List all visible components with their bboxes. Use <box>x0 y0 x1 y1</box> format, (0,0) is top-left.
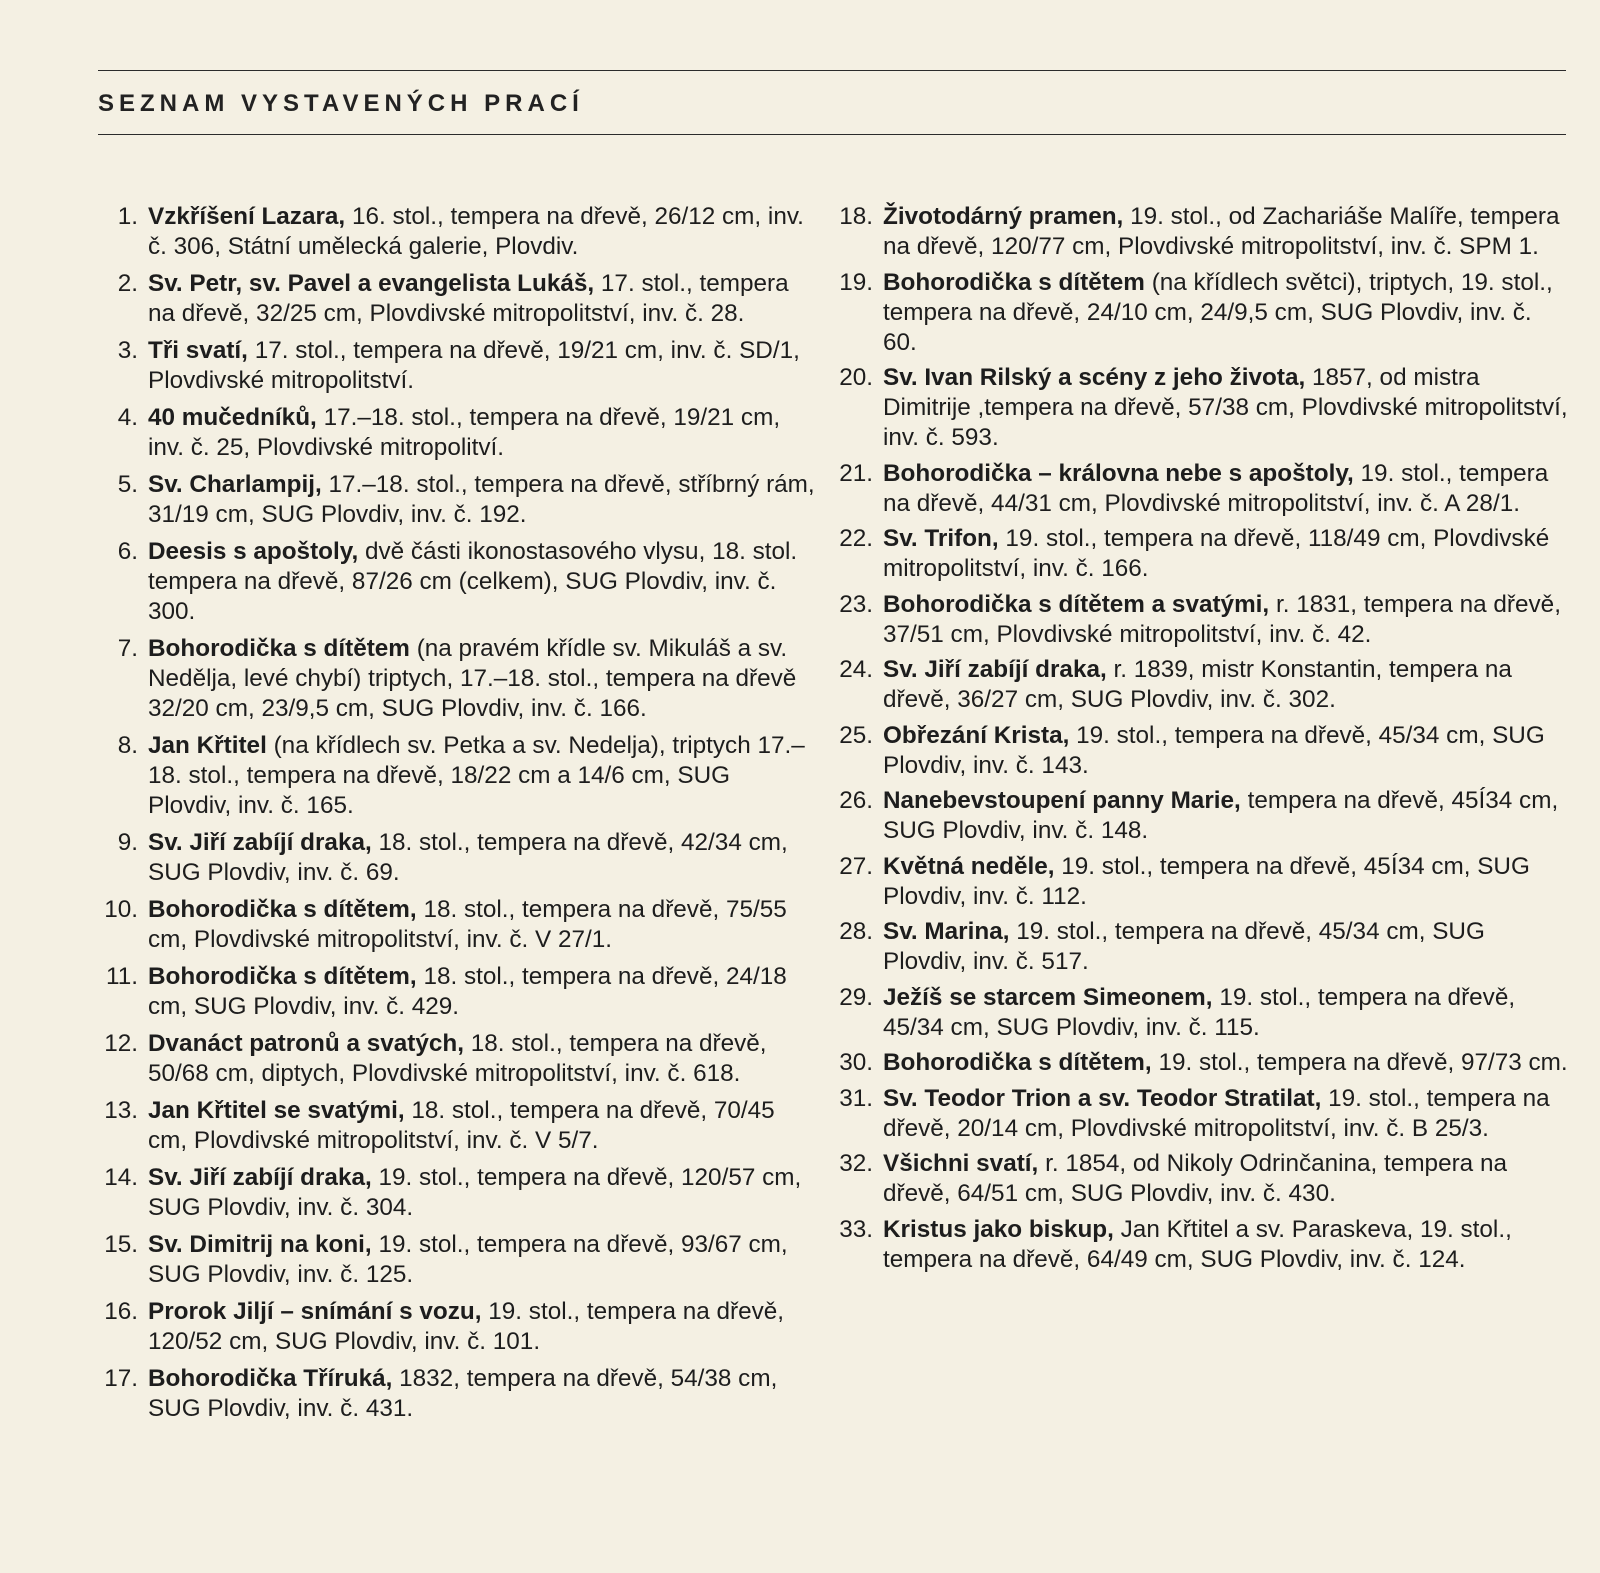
entry-title: Ježíš se starcem Simeonem, <box>883 983 1213 1011</box>
entry-details: r. 1839, mistr Konstantin, tempera na dřevě, 36/27 cm, SUG Plovdiv, inv. č. 302. <box>883 656 1512 713</box>
entry-title: Životodárný pramen, <box>883 203 1124 230</box>
left-column <box>98 202 818 1431</box>
entry-title: Sv. Marina, <box>883 918 1010 945</box>
entry-title: Jan Křtitel <box>148 732 267 759</box>
entry-title: Jan Křtitel se svatými, <box>148 1097 405 1124</box>
entry-title: Dvanáct patronů a svatých, <box>148 1030 464 1057</box>
entry-details: 19. stol., tempera na dřevě, 97/73 cm. <box>1158 1049 1568 1076</box>
catalog-entry <box>98 731 818 821</box>
entry-text <box>148 202 818 262</box>
entry-text <box>148 1364 818 1424</box>
entry-details: 1857, od mistra Dimitrije ,tempera na dřevě, 57/38 cm, Plovdivské mitropolitství, inv. č. 593. <box>883 364 1568 451</box>
entry-number: 11. <box>106 963 138 990</box>
entry-title: Vzkříšení Lazara, <box>148 203 346 230</box>
entry-number: 2. <box>117 270 138 297</box>
entry-text <box>883 268 1571 358</box>
catalog-entry <box>835 655 1571 715</box>
entry-text <box>148 336 818 396</box>
catalog-entry <box>98 336 818 396</box>
catalog-entry <box>98 1297 818 1357</box>
entry-number: 12. <box>104 1030 138 1057</box>
entry-title: Bohorodička s dítětem <box>883 268 1145 296</box>
entry-text <box>148 731 818 821</box>
entry-number: 10. <box>104 896 138 923</box>
entry-details: 18. stol., tempera na dřevě, 42/34 cm, SUG Plovdiv, inv. č. 69. <box>148 829 788 886</box>
entry-text <box>148 1163 818 1223</box>
entry-title: Kristus jako biskup, <box>883 1215 1114 1243</box>
entry-details: (na křídlech světci), triptych, 19. stol., tempera na dřevě, 24/10 cm, 24/9,5 cm, SUG Plovdiv, inv. č. 60. <box>883 268 1553 356</box>
entry-text <box>148 962 818 1022</box>
entry-details: 19. stol., tempera na dřevě, 44/31 cm, Plovdivské mitropolitství, inv. č. A 28/1. <box>883 459 1549 517</box>
catalog-entry <box>835 363 1571 453</box>
entry-title: Všichni svatí, <box>883 1150 1039 1177</box>
entry-text <box>883 363 1571 453</box>
entry-number: 21. <box>839 459 873 487</box>
catalog-entry <box>98 403 818 463</box>
catalog-entry <box>98 1163 818 1223</box>
catalog-entry <box>835 1149 1571 1209</box>
entry-text <box>148 895 818 955</box>
page-heading: SEZNAM VYSTAVENÝCH PRACÍ <box>98 90 584 117</box>
entry-text <box>148 634 818 724</box>
entry-title: Bohorodička Tříruká, <box>148 1365 393 1392</box>
entry-number: 3. <box>117 337 138 364</box>
entry-title: Bohorodička s dítětem, <box>148 963 417 990</box>
entry-details: 16. stol., tempera na dřevě, 26/12 cm, inv. č. 306, Státní umělecká galerie, Plovdiv. <box>148 203 804 260</box>
entry-details: r. 1831, tempera na dřevě, 37/51 cm, Plovdivské mitropolitství, inv. č. 42. <box>883 590 1561 648</box>
entry-number: 15. <box>104 1231 138 1258</box>
entry-number: 6. <box>117 538 138 565</box>
entry-title: Sv. Trifon, <box>883 525 999 552</box>
catalog-entry <box>835 983 1571 1043</box>
catalog-entry <box>835 1048 1571 1078</box>
entry-details: 17. stol., tempera na dřevě, 19/21 cm, inv. č. SD/1, Plovdivské mitropolitství. <box>148 337 800 394</box>
entry-text <box>883 590 1571 650</box>
entry-text <box>883 852 1571 912</box>
entry-number: 4. <box>117 404 138 431</box>
entry-details: 18. stol., tempera na dřevě, 75/55 cm, Plovdivské mitropolitství, inv. č. V 27/1. <box>148 896 787 953</box>
entry-number: 17. <box>104 1365 138 1392</box>
entry-text <box>148 1297 818 1357</box>
catalog-entry <box>98 1029 818 1089</box>
catalog-entry <box>835 524 1571 584</box>
catalog-entry <box>98 1096 818 1156</box>
catalog-entry <box>98 895 818 955</box>
entry-details: 19. stol., tempera na dřevě, 120/52 cm, SUG Plovdiv, inv. č. 101. <box>148 1298 785 1355</box>
entry-text <box>883 1149 1571 1209</box>
entry-details: 18. stol., tempera na dřevě, 70/45 cm, Plovdivské mitropolitství, inv. č. V 5/7. <box>148 1097 775 1154</box>
entry-title: Bohorodička s dítětem a svatými, <box>883 590 1270 618</box>
entry-details: 17.–18. stol., tempera na dřevě, 19/21 cm, inv. č. 25, Plovdivské mitropolitví. <box>148 404 781 461</box>
entry-number: 22. <box>839 525 873 552</box>
top-rule <box>98 70 1566 71</box>
entry-title: Bohorodička s dítětem, <box>883 1049 1152 1076</box>
entry-number: 30. <box>839 1049 873 1076</box>
entry-number: 7. <box>117 635 138 662</box>
entry-number: 14. <box>104 1164 138 1191</box>
entry-details: 18. stol., tempera na dřevě, 24/18 cm, SUG Plovdiv, inv. č. 429. <box>148 963 787 1020</box>
catalog-entry <box>835 459 1571 519</box>
entry-details: 19. stol., tempera na dřevě, 45/34 cm, SUG Plovdiv, inv. č. 517. <box>883 918 1485 975</box>
catalog-entry <box>835 268 1571 358</box>
catalog-entry <box>98 202 818 262</box>
entry-details: 19. stol., tempera na dřevě, 120/57 cm, SUG Plovdiv, inv. č. 304. <box>148 1164 802 1221</box>
entry-details: 19. stol., tempera na dřevě, 20/14 cm, Plovdivské mitropolitství, inv. č. B 25/3. <box>883 1084 1550 1142</box>
entry-text <box>148 828 818 888</box>
entry-number: 25. <box>839 721 873 749</box>
entry-text <box>883 655 1571 715</box>
entry-text <box>883 1215 1571 1275</box>
catalog-entry <box>835 590 1571 650</box>
catalog-entry <box>835 721 1571 781</box>
entry-text <box>883 524 1571 584</box>
entry-number: 33. <box>839 1215 873 1243</box>
entry-text <box>148 1230 818 1290</box>
entry-number: 19. <box>839 268 873 296</box>
entry-title: Bohorodička s dítětem <box>148 635 410 662</box>
entry-title: Sv. Teodor Trion a sv. Teodor Stratilat, <box>883 1084 1322 1112</box>
entry-details: tempera na dřevě, 45Í34 cm, SUG Plovdiv, inv. č. 148. <box>883 787 1559 844</box>
entry-title: Květná neděle, <box>883 852 1055 880</box>
catalog-entry <box>835 786 1571 846</box>
entry-details: 19. stol., tempera na dřevě, 45/34 cm, SUG Plovdiv, inv. č. 143. <box>883 721 1545 779</box>
entry-text <box>883 721 1571 781</box>
entry-text <box>148 403 818 463</box>
catalog-entry <box>98 1364 818 1424</box>
entry-number: 20. <box>839 364 873 391</box>
catalog-entry <box>98 537 818 627</box>
entry-text <box>883 786 1571 846</box>
entry-number: 1. <box>117 203 138 230</box>
right-column <box>835 202 1571 1280</box>
entry-text <box>883 202 1571 262</box>
entry-text <box>148 269 818 329</box>
entry-title: Obřezání Krista, <box>883 721 1070 749</box>
entry-number: 16. <box>104 1298 138 1325</box>
catalog-entry <box>98 470 818 530</box>
entry-title: 40 mučedníků, <box>148 404 317 431</box>
catalog-entry <box>98 828 818 888</box>
entry-details: (na křídlech sv. Petka a sv. Nedelja), triptych 17.–18. stol., tempera na dřevě, 18/22 cm a 14/6 cm, SUG Plovdiv, inv. č. 165. <box>148 732 805 819</box>
entry-title: Sv. Dimitrij na koni, <box>148 1231 372 1258</box>
entry-number: 23. <box>839 590 873 618</box>
entry-details: 17.–18. stol., tempera na dřevě, stříbrný rám, 31/19 cm, SUG Plovdiv, inv. č. 192. <box>148 471 815 528</box>
entry-title: Sv. Jiří zabíjí draka, <box>883 656 1107 683</box>
entry-number: 28. <box>839 918 873 945</box>
entry-title: Bohorodička – královna nebe s apoštoly, <box>883 459 1354 487</box>
entry-text <box>883 917 1571 977</box>
entry-details: dvě části ikonostasového vlysu, 18. stol. tempera na dřevě, 87/26 cm (celkem), SUG Plovdiv, inv. č. 300. <box>148 538 798 625</box>
entry-text <box>148 537 818 627</box>
entry-title: Tři svatí, <box>148 337 248 364</box>
entry-number: 5. <box>117 471 138 498</box>
entry-details: 19. stol., tempera na dřevě, 45/34 cm, SUG Plovdiv, inv. č. 115. <box>883 983 1516 1041</box>
entry-number: 31. <box>839 1084 873 1112</box>
entry-text <box>883 983 1571 1043</box>
entry-number: 18. <box>839 203 873 230</box>
entry-details: Jan Křtitel a sv. Paraskeva, 19. stol., tempera na dřevě, 64/49 cm, SUG Plovdiv, inv. č. 124. <box>883 1215 1512 1273</box>
entry-number: 27. <box>839 852 873 880</box>
catalog-entry <box>835 1084 1571 1144</box>
entry-title: Prorok Jiljí – snímání s vozu, <box>148 1298 482 1325</box>
entry-title: Deesis s apoštoly, <box>148 538 359 565</box>
entry-details: 19. stol., od Zachariáše Malíře, tempera na dřevě, 120/77 cm, Plovdivské mitropolitství, inv. č. SPM 1. <box>883 203 1560 260</box>
catalog-entry <box>835 1215 1571 1275</box>
entry-details: 1832, tempera na dřevě, 54/38 cm, SUG Plovdiv, inv. č. 431. <box>148 1365 778 1422</box>
entry-text <box>883 1048 1571 1078</box>
catalog-entry <box>98 962 818 1022</box>
entry-details: 19. stol., tempera na dřevě, 45Í34 cm, SUG Plovdiv, inv. č. 112. <box>883 852 1530 910</box>
entry-title: Nanebevstoupení panny Marie, <box>883 787 1241 814</box>
entry-number: 13. <box>104 1097 138 1124</box>
entry-title: Sv. Petr, sv. Pavel a evangelista Lukáš, <box>148 270 595 297</box>
entry-details: 18. stol., tempera na dřevě, 50/68 cm, diptych, Plovdivské mitropolitství, inv. č. 618. <box>148 1030 767 1087</box>
entry-number: 9. <box>117 829 138 856</box>
heading-rule <box>98 134 1566 135</box>
entry-text <box>883 459 1571 519</box>
entry-number: 26. <box>839 787 873 814</box>
entry-number: 8. <box>117 732 138 759</box>
entry-details: 19. stol., tempera na dřevě, 93/67 cm, SUG Plovdiv, inv. č. 125. <box>148 1231 788 1288</box>
entry-title: Bohorodička s dítětem, <box>148 896 417 923</box>
entry-text <box>148 1096 818 1156</box>
catalog-entry <box>835 202 1571 262</box>
catalog-entry <box>835 852 1571 912</box>
entry-number: 29. <box>839 983 873 1011</box>
entry-details: 19. stol., tempera na dřevě, 118/49 cm, Plovdivské mitropolitství, inv. č. 166. <box>883 525 1550 582</box>
entry-text <box>148 1029 818 1089</box>
catalog-entry <box>98 269 818 329</box>
entry-number: 32. <box>839 1150 873 1177</box>
entry-title: Sv. Jiří zabíjí draka, <box>148 829 372 856</box>
entry-details: r. 1854, od Nikoly Odrinčanina, tempera na dřevě, 64/51 cm, SUG Plovdiv, inv. č. 430. <box>883 1150 1507 1207</box>
entry-title: Sv. Jiří zabíjí draka, <box>148 1164 372 1191</box>
entry-text <box>883 1084 1571 1144</box>
entry-title: Sv. Charlampij, <box>148 471 322 498</box>
catalog-entry <box>835 917 1571 977</box>
entry-title: Sv. Ivan Rilský a scény z jeho života, <box>883 364 1306 391</box>
catalog-entry <box>98 634 818 724</box>
entry-number: 24. <box>839 656 873 683</box>
entry-text <box>148 470 818 530</box>
catalog-entry <box>98 1230 818 1290</box>
entry-details: (na pravém křídle sv. Mikuláš a sv. Nedělja, levé chybí) triptych, 17.–18. stol., tempera na dřevě 32/20 cm, 23/9,5 cm, SUG Plovdiv, inv. č. 166. <box>148 635 797 722</box>
entry-details: 17. stol., tempera na dřevě, 32/25 cm, Plovdivské mitropolitství, inv. č. 28. <box>148 270 789 327</box>
